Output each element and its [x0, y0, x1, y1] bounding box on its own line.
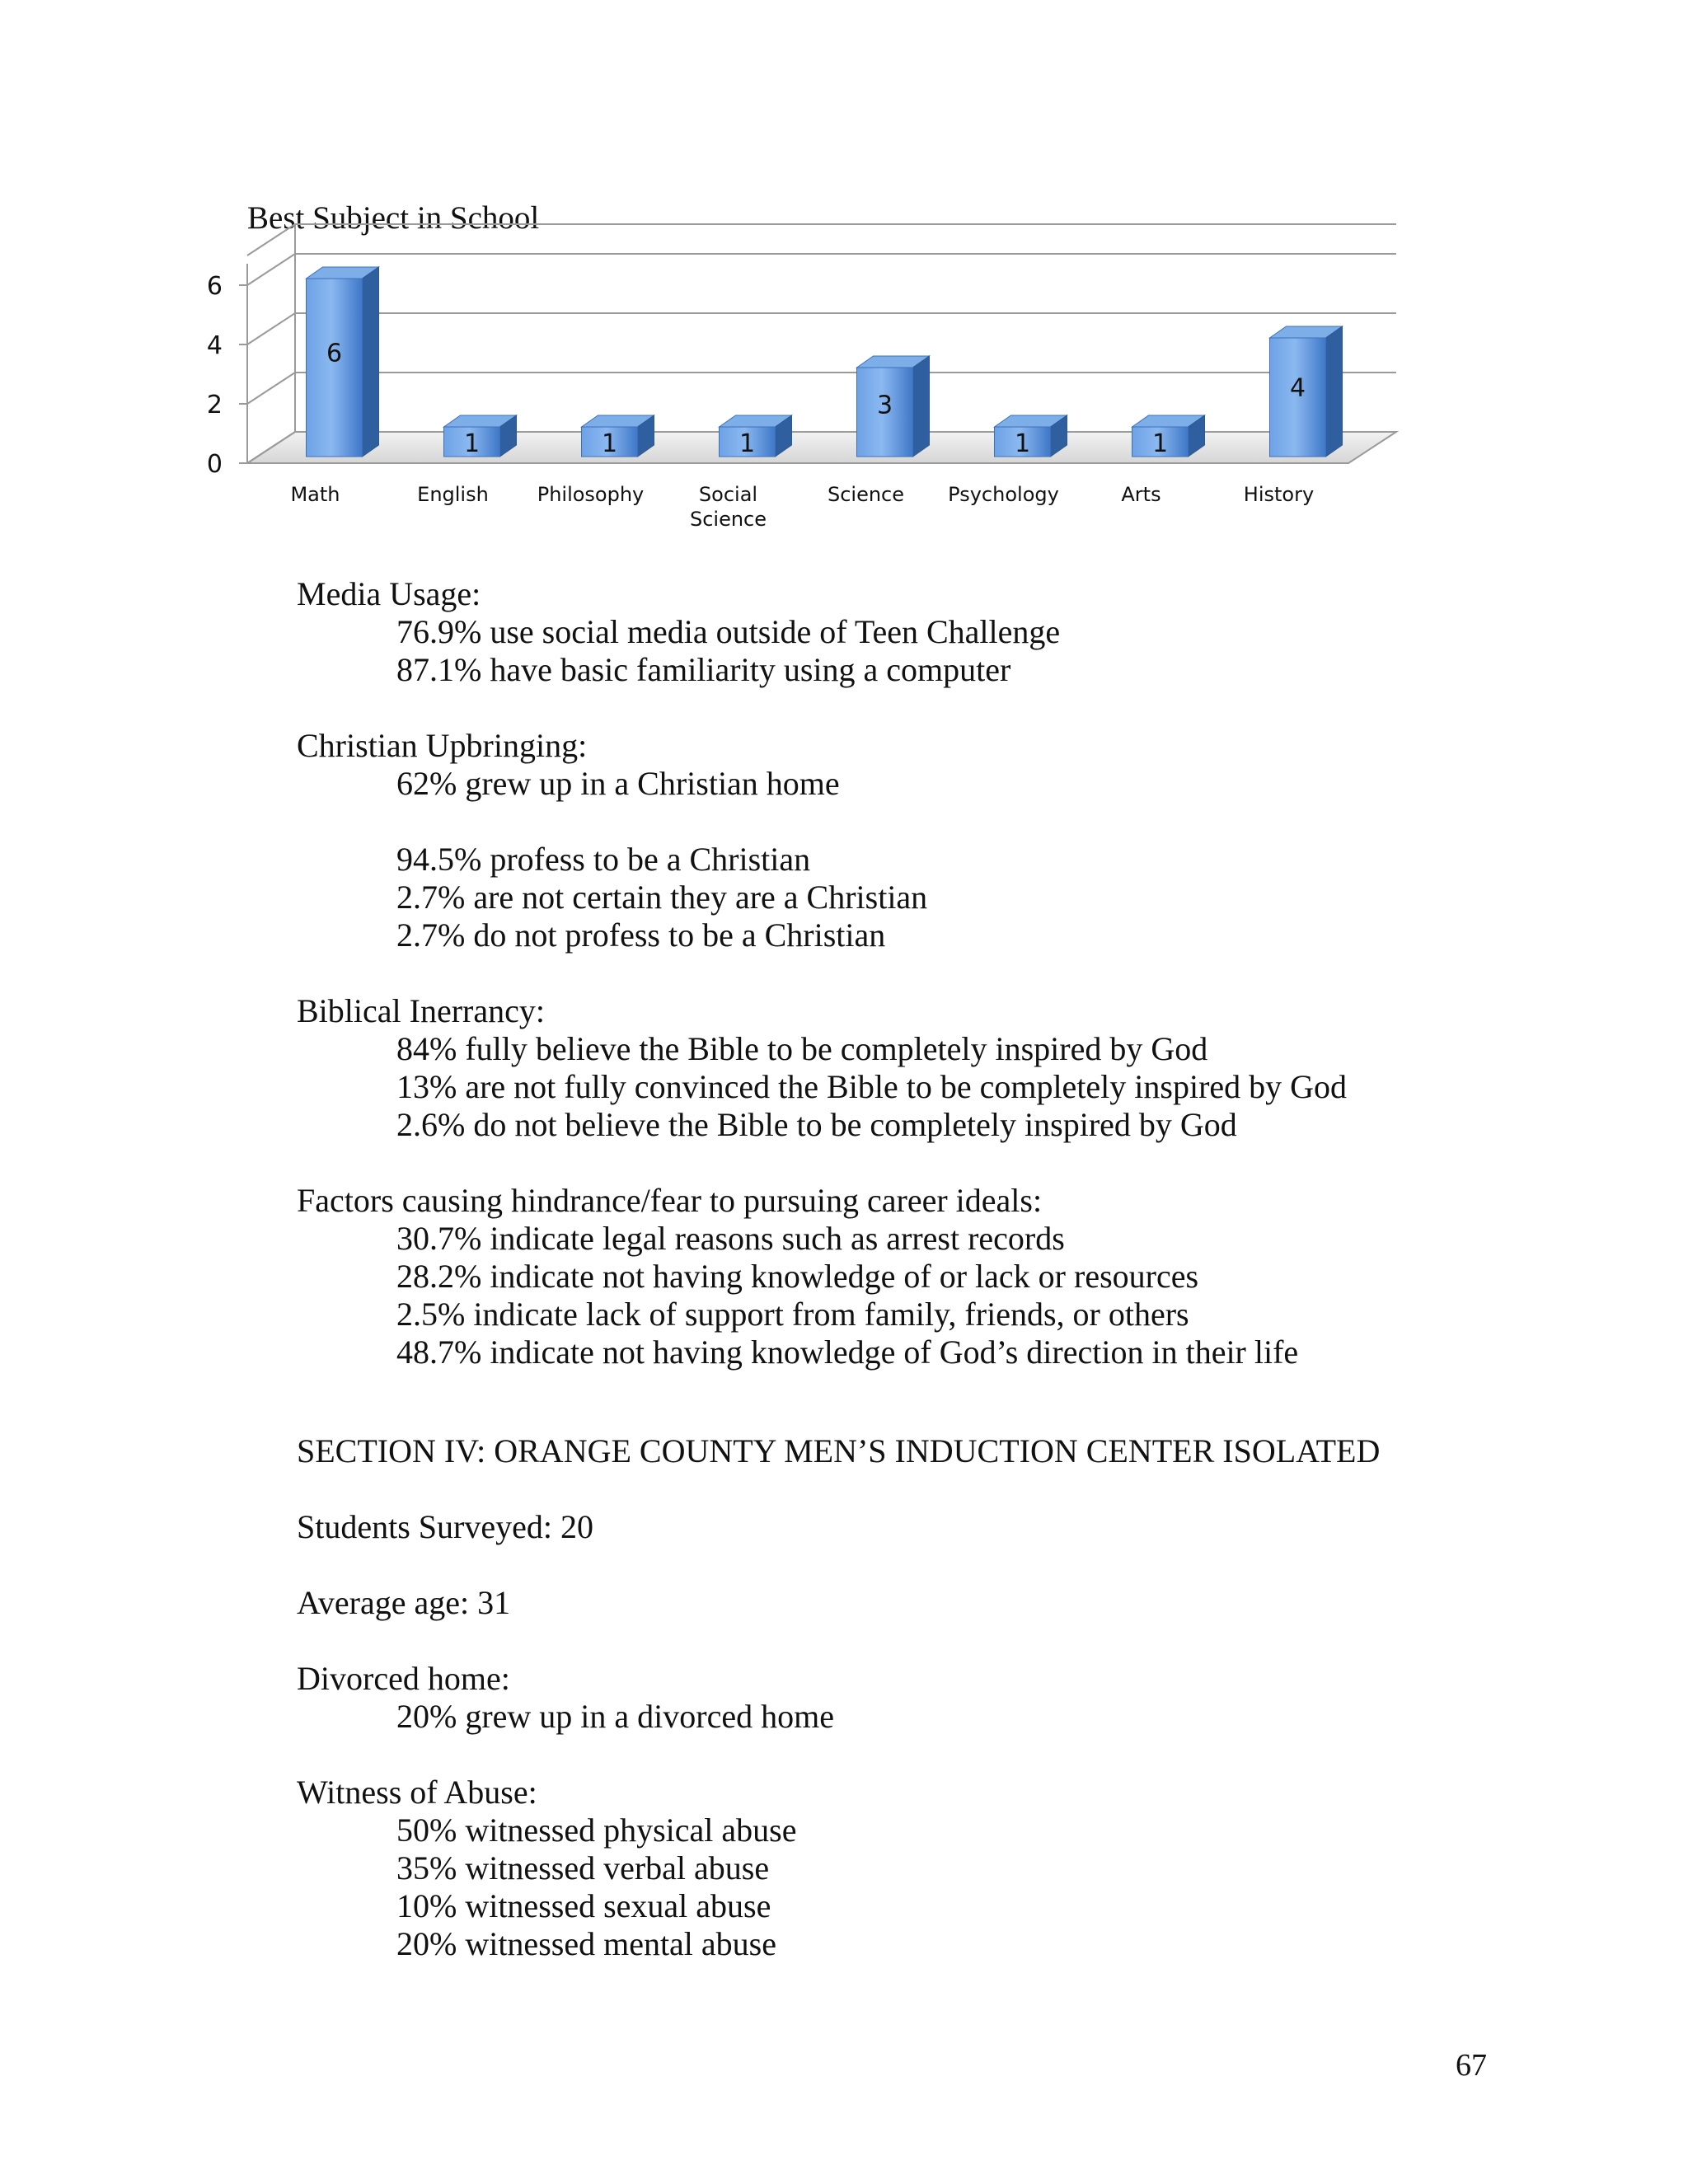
text-section — [297, 1508, 1550, 1546]
x-tick-label: Math — [290, 483, 340, 506]
text-section — [297, 1584, 1550, 1622]
chart-frame — [239, 224, 1396, 463]
section-heading: Students Surveyed: 20 — [297, 1508, 593, 1545]
gridline-side — [247, 254, 295, 285]
data-label: 1 — [738, 429, 756, 458]
bar-side — [1326, 326, 1343, 457]
section-item: 50% witnessed physical abuse — [396, 1811, 797, 1849]
bar-side — [913, 356, 930, 457]
section-heading: Christian Upbringing: — [297, 727, 588, 764]
x-tick-label: Science — [827, 483, 905, 506]
section-item: 84% fully believe the Bible to be completely inspired by God — [396, 1030, 1208, 1067]
bar — [582, 415, 654, 457]
section-heading: Media Usage: — [297, 575, 481, 612]
data-label: 1 — [1014, 429, 1031, 458]
section-item: 28.2% indicate not having knowledge of or lack or resources — [396, 1258, 1199, 1295]
text-section — [297, 1774, 1550, 1963]
bar — [1132, 415, 1205, 457]
section-item: 10% witnessed sexual abuse — [396, 1887, 771, 1924]
section-item: 20% grew up in a divorced home — [396, 1698, 834, 1735]
x-tick-label: Social — [698, 483, 758, 506]
text-section — [297, 1660, 1550, 1736]
section-item: 76.9% use social media outside of Teen Challenge — [396, 613, 1061, 650]
section-item: 48.7% indicate not having knowledge of God’s direction in their life — [396, 1333, 1299, 1371]
text-section — [297, 1432, 1550, 1470]
section-heading: Factors causing hindrance/fear to pursuing career ideals: — [297, 1182, 1043, 1219]
bar-chart — [0, 0, 1688, 560]
section-item: 2.6% do not believe the Bible to be completely inspired by God — [396, 1106, 1237, 1143]
bar — [995, 415, 1067, 457]
bar — [307, 267, 379, 457]
data-label: 1 — [601, 429, 618, 458]
gridline-side — [247, 373, 295, 404]
section-heading: SECTION IV: ORANGE COUNTY MEN’S INDUCTION CENTER ISOLATED — [297, 1432, 1381, 1469]
section-item: 94.5% profess to be a Christian — [396, 841, 811, 878]
x-tick-label: Arts — [1121, 483, 1161, 506]
section-item: 30.7% indicate legal reasons such as arrest records — [396, 1220, 1065, 1257]
chart-floor — [247, 432, 1396, 463]
bar — [444, 415, 517, 457]
bar — [720, 415, 792, 457]
text-section — [297, 727, 1550, 954]
data-label: 1 — [463, 429, 481, 458]
gridline-side — [247, 313, 295, 344]
chart-bars — [307, 267, 1343, 457]
bar — [1270, 326, 1343, 457]
bar-side — [363, 267, 379, 457]
y-tick-label: 2 — [206, 391, 223, 419]
x-tick-label: Psychology — [948, 483, 1059, 506]
data-label: 3 — [876, 391, 893, 420]
section-item: 87.1% have basic familiarity using a computer — [396, 651, 1011, 688]
section-item: 2.5% indicate lack of support from family, friends, or others — [396, 1296, 1189, 1333]
section-heading: Average age: 31 — [297, 1584, 511, 1621]
section-item: 20% witnessed mental abuse — [396, 1925, 776, 1962]
x-tick-label: Philosophy — [537, 483, 645, 506]
text-section — [297, 1182, 1550, 1371]
section-heading: Divorced home: — [297, 1660, 510, 1697]
section-heading: Witness of Abuse: — [297, 1774, 537, 1811]
document-body — [297, 575, 1550, 2001]
y-tick-label: 4 — [206, 331, 223, 360]
bar — [857, 356, 930, 457]
section-item: 13% are not fully convinced the Bible to be completely inspired by God — [396, 1068, 1348, 1105]
page-number: 67 — [1456, 2048, 1487, 2083]
section-heading: Biblical Inerrancy: — [297, 992, 545, 1029]
data-label: 6 — [326, 339, 343, 368]
x-tick-label: English — [417, 483, 489, 506]
section-item: 35% witnessed verbal abuse — [396, 1849, 770, 1886]
text-section — [297, 575, 1550, 689]
data-label: 1 — [1151, 429, 1169, 458]
section-item: 62% grew up in a Christian home — [396, 765, 840, 802]
section-item: 2.7% do not profess to be a Christian — [396, 916, 886, 954]
data-label: 4 — [1289, 373, 1306, 403]
x-tick-label: Science — [689, 508, 767, 531]
x-tick-label: History — [1243, 483, 1315, 506]
text-section — [297, 992, 1550, 1144]
y-tick-label: 6 — [206, 272, 223, 301]
spacer — [297, 803, 1550, 841]
y-tick-label: 0 — [206, 450, 223, 479]
chart-title: Best Subject in School — [247, 200, 540, 236]
section-item: 2.7% are not certain they are a Christian — [396, 879, 928, 916]
